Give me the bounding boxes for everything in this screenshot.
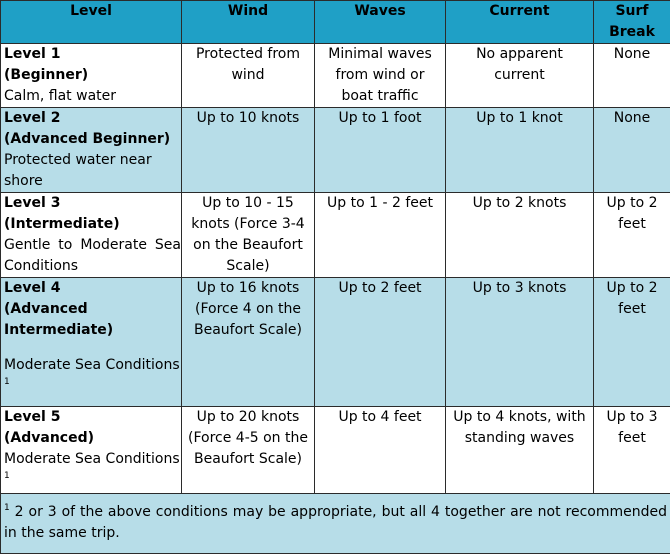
table-row-level-2 bbox=[1, 108, 670, 193]
table-row-level-4 bbox=[1, 278, 670, 407]
footnote-marker: 1 bbox=[4, 471, 10, 481]
footnote-text: 2 or 3 of the above conditions may be appropriate, but all 4 together are not recommended in the same trip. bbox=[4, 504, 667, 541]
level-title: (Advanced Beginner) bbox=[4, 129, 181, 150]
header-row bbox=[1, 1, 670, 44]
header-current: Current bbox=[446, 1, 594, 44]
surf-break-cell: Up to 3 feet bbox=[594, 407, 670, 494]
waves-cell: Up to 2 feet bbox=[315, 278, 446, 407]
footnote-row bbox=[1, 494, 670, 554]
table-row-level-3 bbox=[1, 193, 670, 278]
wind-cell: Up to 16 knots (Force 4 on the Beaufort Scale) bbox=[182, 278, 315, 407]
level-description: Calm, flat water bbox=[4, 86, 181, 107]
current-cell: Up to 1 knot bbox=[446, 108, 594, 193]
level-cell bbox=[1, 108, 182, 193]
current-cell: Up to 4 knots, with standing waves bbox=[446, 407, 594, 494]
surf-break-cell: None bbox=[594, 44, 670, 108]
description-text: Moderate Sea Conditions bbox=[4, 451, 180, 467]
waves-cell: Up to 4 feet bbox=[315, 407, 446, 494]
footnote-marker: 1 bbox=[4, 503, 10, 513]
wind-cell: Protected from wind bbox=[182, 44, 315, 108]
table-row-level-5 bbox=[1, 407, 670, 494]
level-title: (Advanced Intermediate) bbox=[4, 299, 181, 341]
current-cell: Up to 2 knots bbox=[446, 193, 594, 278]
level-cell bbox=[1, 44, 182, 108]
table-row-level-1 bbox=[1, 44, 670, 108]
wind-cell: Up to 10 knots bbox=[182, 108, 315, 193]
wind-cell: Up to 10 - 15 knots (Force 3-4 on the Beaufort Scale) bbox=[182, 193, 315, 278]
level-cell bbox=[1, 193, 182, 278]
surf-break-cell: Up to 2 feet bbox=[594, 193, 670, 278]
current-cell: No apparent current bbox=[446, 44, 594, 108]
level-title: (Advanced) bbox=[4, 428, 181, 449]
level-title: (Intermediate) bbox=[4, 214, 181, 235]
level-description: Protected water near shore bbox=[4, 150, 181, 192]
surf-break-cell: Up to 2 feet bbox=[594, 278, 670, 407]
level-description bbox=[4, 355, 181, 397]
waves-cell: Up to 1 - 2 feet bbox=[315, 193, 446, 278]
level-number: Level 3 bbox=[4, 193, 181, 214]
description-text: Moderate Sea Conditions bbox=[4, 357, 180, 373]
footnote-cell bbox=[1, 494, 670, 554]
level-description: Gentle to Moderate Sea Conditions bbox=[4, 235, 181, 277]
level-number: Level 5 bbox=[4, 407, 181, 428]
level-number: Level 2 bbox=[4, 108, 181, 129]
header-waves: Waves bbox=[315, 1, 446, 44]
header-surf-break: Surf Break bbox=[594, 1, 670, 44]
level-number: Level 1 bbox=[4, 44, 181, 65]
header-level: Level bbox=[1, 1, 182, 44]
level-title: (Beginner) bbox=[4, 65, 181, 86]
wind-cell: Up to 20 knots (Force 4-5 on the Beaufort Scale) bbox=[182, 407, 315, 494]
surf-break-cell: None bbox=[594, 108, 670, 193]
current-cell: Up to 3 knots bbox=[446, 278, 594, 407]
waves-cell: Minimal waves from wind or boat traffic bbox=[315, 44, 446, 108]
footnote-marker: 1 bbox=[4, 377, 10, 387]
waves-cell: Up to 1 foot bbox=[315, 108, 446, 193]
level-description bbox=[4, 449, 181, 491]
level-cell bbox=[1, 278, 182, 407]
header-wind: Wind bbox=[182, 1, 315, 44]
level-number: Level 4 bbox=[4, 278, 181, 299]
spacer bbox=[4, 341, 181, 355]
level-cell bbox=[1, 407, 182, 494]
